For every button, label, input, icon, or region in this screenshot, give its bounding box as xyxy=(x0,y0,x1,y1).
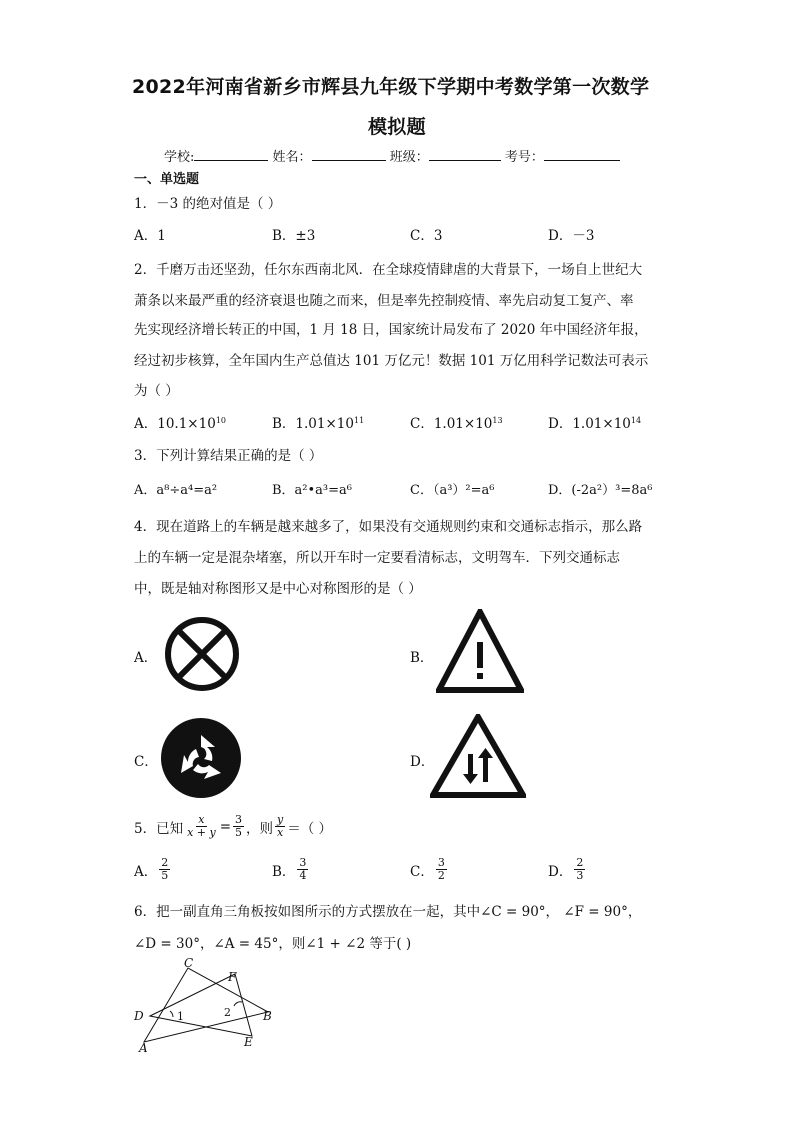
q4-option-b-label[interactable]: B． xyxy=(410,650,434,666)
q5-option-c[interactable]: C． $\frac{3}{2}$ xyxy=(410,856,445,882)
label-a: A xyxy=(139,1041,148,1054)
page-title: 2022年河南省新乡市辉县九年级下学期中考数学第一次数学 xyxy=(132,76,650,98)
asked-fraction: $\frac{y}{x}$ xyxy=(277,813,284,839)
page-title-line2: 模拟题 xyxy=(368,116,426,138)
label-e: E xyxy=(244,1035,253,1049)
name-field[interactable] xyxy=(312,146,386,161)
label-f: F xyxy=(228,970,237,984)
exam-number-label: 考号： xyxy=(504,150,544,165)
section-heading: 一、单选题 xyxy=(134,172,200,187)
name-label: 姓名： xyxy=(272,150,312,165)
question-4-line-2: 上的车辆一定是混杂堵塞，所以开车时一定要看清标志，文明驾车．下列交通标志 xyxy=(134,550,620,566)
roundabout-sign-icon[interactable] xyxy=(160,717,242,799)
question-2-line-3: 先实现经济增长转正的中国，1 月 18 日，国家统计局发布了 2020 年中国经济年报， xyxy=(134,322,648,338)
triangle-figure xyxy=(130,954,290,1054)
question-2-line-4: 经过初步核算，全年国内生产总值达 101 万亿元！数据 101 万亿用科学记数法可表示 xyxy=(134,353,649,369)
question-1-stem: 1．－3 的绝对值是（ ） xyxy=(134,196,282,212)
question-2-line-1: 2．千磨万击还坚劲，任尔东西南北风．在全球疫情肆虐的大背景下，一场自上世纪大 xyxy=(134,262,643,278)
question-3-stem: 3．下列计算结果正确的是（ ） xyxy=(134,448,323,464)
q2-option-a[interactable]: A．$10.1\times 10^{10}$ xyxy=(134,416,226,432)
question-4-line-1: 4．现在道路上的车辆是越来越多了，如果没有交通规则约束和交通标志指示，那么路 xyxy=(134,519,643,535)
q4-option-c-label[interactable]: C． xyxy=(134,754,158,770)
class-field[interactable] xyxy=(429,146,501,161)
question-4-line-3: 中，既是轴对称图形又是中心对称图形的是（ ） xyxy=(134,581,422,597)
q3-option-b[interactable]: B．a²•a³=a⁶ xyxy=(272,483,352,498)
question-2-line-5: 为（ ） xyxy=(134,383,179,399)
q4-option-d-label[interactable]: D． xyxy=(410,754,435,770)
q2-option-d[interactable]: D．$1.01\times 10^{14}$ xyxy=(548,416,642,432)
label-c: C xyxy=(184,956,194,970)
school-label: 学校: xyxy=(164,150,195,165)
exam-number-field[interactable] xyxy=(544,146,620,161)
q2-option-c[interactable]: C．$1.01\times 10^{13}$ xyxy=(410,416,503,432)
angle-1-label: 1 xyxy=(177,1010,184,1023)
school-field[interactable] xyxy=(194,146,268,161)
q5-option-a[interactable]: A． $\frac{2}{5}$ xyxy=(134,856,169,882)
q5-option-b[interactable]: B． $\frac{3}{4}$ xyxy=(272,856,307,882)
question-2-line-2: 萧条以来最严重的经济衰退也随之而来，但是率先控制疫情、率先启动复工复产、率 xyxy=(134,293,634,309)
given-fraction-left: $\frac{x}{x + y}$ xyxy=(187,813,216,839)
no-entry-cross-sign-icon[interactable] xyxy=(162,614,242,694)
q5-option-d[interactable]: D． $\frac{2}{3}$ xyxy=(548,856,584,882)
q1-option-b[interactable]: B．±3 xyxy=(272,228,316,244)
q1-option-a[interactable]: A．1 xyxy=(134,228,166,244)
question-6-line-2: ∠D = 30°，∠A = 45°，则∠1 + ∠2 等于( ) xyxy=(134,936,412,952)
q1-option-d[interactable]: D．－3 xyxy=(548,228,595,244)
class-label: 班级： xyxy=(389,150,429,165)
student-info-line xyxy=(164,146,620,165)
q4-option-a-label[interactable]: A． xyxy=(134,650,158,666)
question-6-line-1: 6．把一副直角三角板按如图所示的方式摆放在一起，其中∠C = 90°， ∠F = 90°， xyxy=(134,904,642,920)
angle-2-label: 2 xyxy=(224,1006,231,1019)
question-5-stem: 5．已知 $\frac{x}{x + y}$ = $\frac{3}{5}$ ，则 $\frac{y}{x}$ ＝（ ） xyxy=(134,813,333,839)
label-d: D xyxy=(134,1009,144,1023)
warning-triangle-sign-icon[interactable] xyxy=(436,609,524,693)
q1-option-c[interactable]: C．3 xyxy=(410,228,443,244)
q2-option-b[interactable]: B．$1.01\times 10^{11}$ xyxy=(272,416,365,432)
two-way-traffic-sign-icon[interactable] xyxy=(430,714,526,798)
label-b: B xyxy=(263,1009,272,1023)
q3-option-c[interactable]: C．（a³）²=a⁶ xyxy=(410,483,495,498)
given-fraction-right: $\frac{3}{5}$ xyxy=(235,813,243,839)
q3-option-d[interactable]: D．(-2a²）³=8a⁶ xyxy=(548,483,653,498)
q3-option-a[interactable]: A．a⁸÷a⁴=a² xyxy=(134,483,218,498)
